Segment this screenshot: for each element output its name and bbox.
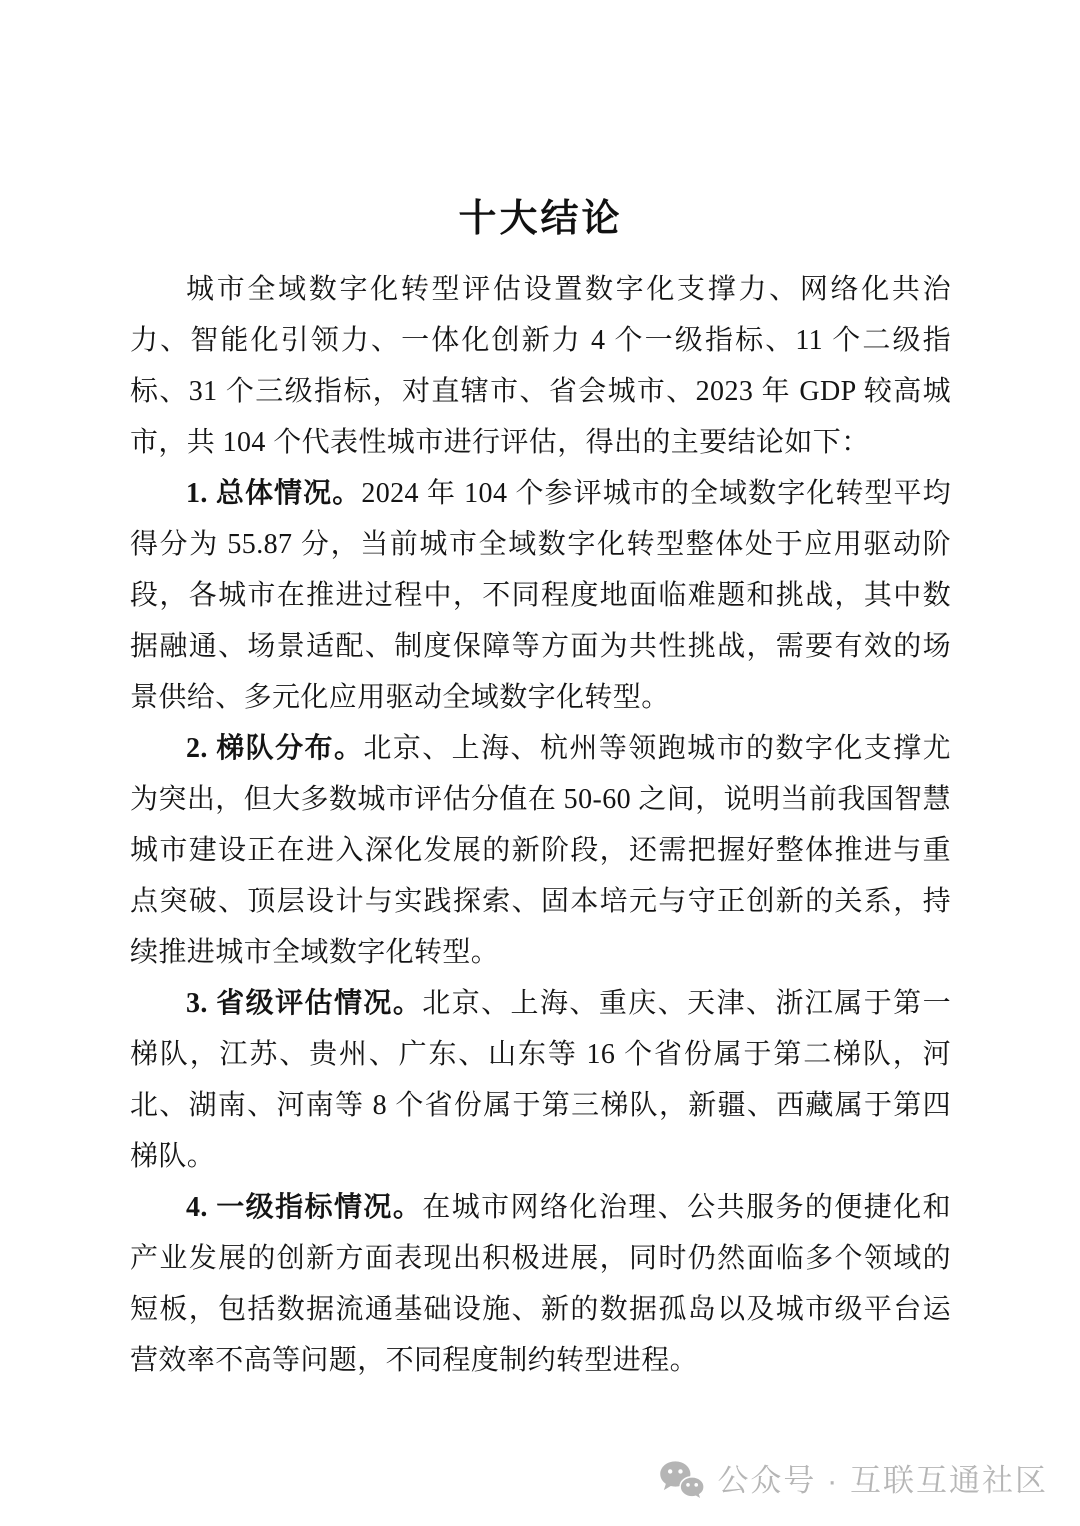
conclusion-lead: 2. 梯队分布。	[186, 733, 364, 764]
conclusion-paragraph	[130, 723, 951, 978]
conclusion-paragraph	[130, 468, 951, 723]
watermark	[659, 1460, 1048, 1502]
conclusion-text: 2024 年 104 个参评城市的全域数字化转型平均得分为 55.87 分，当前城市全域数字化转型整体处于应用驱动阶段，各城市在推进过程中，不同程度地面临难题和挑战，其中数据融通、场景适配、制度保障等方面为共性挑战，需要有效的场景供给、多元化应用驱动全域数字化转型。	[130, 478, 952, 713]
conclusion-lead: 3. 省级评估情况。	[186, 988, 423, 1019]
document-content	[130, 0, 951, 1386]
conclusion-text: 在城市网络化治理、公共服务的便捷化和产业发展的创新方面表现出积极进展，同时仍然面临多个领域的短板，包括数据流通基础设施、新的数据孤岛以及城市级平台运营效率不高等问题，不同程度制约转型进程。	[130, 1192, 951, 1376]
conclusion-paragraph	[130, 978, 951, 1182]
conclusion-paragraph	[130, 1182, 951, 1386]
conclusion-lead: 4. 一级指标情况。	[186, 1192, 423, 1223]
watermark-label: 公众号 · 互联互通社区	[717, 1463, 1048, 1498]
intro-paragraph	[130, 264, 951, 468]
conclusion-text: 北京、上海、重庆、天津、浙江属于第一梯队，江苏、贵州、广东、山东等 16 个省份属于第二梯队，河北、湖南、河南等 8 个省份属于第三梯队，新疆、西藏属于第四梯队。	[130, 988, 951, 1172]
wechat-icon	[659, 1460, 705, 1502]
conclusion-lead: 1. 总体情况。	[186, 478, 362, 509]
intro-text: 城市全域数字化转型评估设置数字化支撑力、网络化共治力、智能化引领力、一体化创新力 4 个一级指标、11 个二级指标、31 个三级指标，对直辖市、省会城市、2023 年 GDP 较高城市，共 104 个代表性城市进行评估，得出的主要结论如下：	[130, 274, 951, 458]
conclusion-text: 北京、上海、杭州等领跑城市的数字化支撑尤为突出，但大多数城市评估分值在 50-60 之间，说明当前我国智慧城市建设正在进入深化发展的新阶段，还需把握好整体推进与重点突破、顶层设计与实践探索、固本培元与守正创新的关系，持续推进城市全域数字化转型。	[130, 733, 951, 968]
page-title: 十大结论	[458, 198, 623, 240]
